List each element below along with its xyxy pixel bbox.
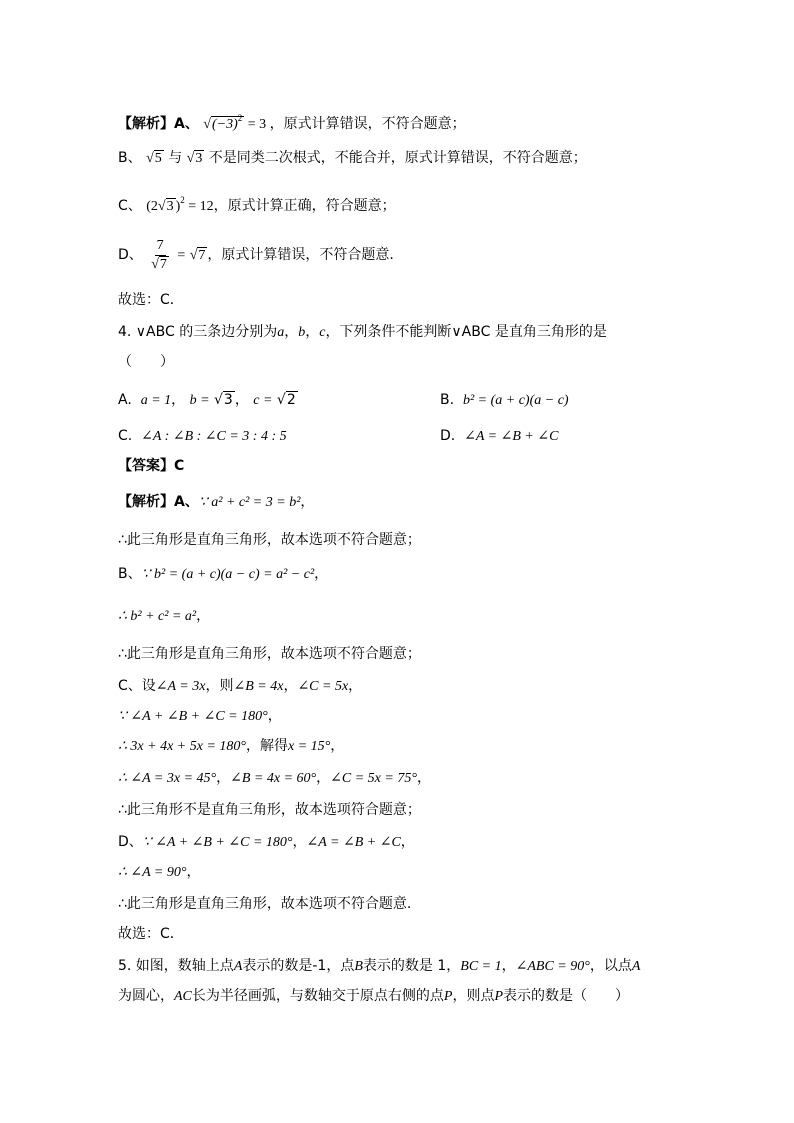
analysis-c: C、设∠A = 3x，则∠B = 4x，∠C = 5x， — [118, 678, 363, 694]
analysis-heading: 【解析】A、 — [118, 116, 199, 132]
option-d: D. ∠A = ∠B + ∠C — [440, 428, 559, 444]
option-b: B. b² = (a + c)(a − c) — [440, 392, 569, 408]
analysis-a: 【解析】A、∵ a² + c² = 3 = b²， — [118, 494, 315, 510]
analysis-line: ∵ ∠A + ∠B + ∠C = 180°， — [118, 708, 282, 724]
question-5-line-1: 5. 如图，数轴上点A表示的数是-1，点B表示的数是 1，BC = 1，∠ABC = 90°，以点A — [118, 958, 641, 974]
analysis-d: D、∵ ∠A + ∠B + ∠C = 180°，∠A = ∠B + ∠C， — [118, 834, 415, 850]
question-5-line-2: 为圆心，AC长为半径画弧，与数轴交于原点右侧的点P，则点P表示的数是（ ） — [118, 988, 630, 1004]
conclusion-line: 故选：C． — [118, 292, 184, 308]
analysis-line: ∴此三角形是直角三角形，故本选项不符合题意. — [118, 896, 412, 912]
sqrt-five: √5 — [146, 151, 162, 166]
solution-a-line — [118, 108, 466, 135]
analysis-line: ∴此三角形是直角三角形，故本选项不符合题意； — [118, 532, 421, 548]
analysis-line: ∴ ∠A = 90°， — [118, 864, 201, 880]
analysis-b: B、∵ b² = (a + c)(a − c) = a² − c²， — [118, 566, 329, 582]
analysis-line: ∴此三角形不是直角三角形，故本选项符合题意； — [118, 802, 421, 818]
option-c: C. ∠A : ∠B : ∠C = 3 : 4 : 5 — [118, 428, 287, 444]
fraction: $\frac{7}{√7}$ — [151, 237, 167, 272]
option-a: A. a = 1， b = √3 ， c = √2 — [118, 392, 296, 408]
solution-c-line: C、 (2√3 )$^2$ = 12，原式计算正确，符合题意； — [118, 195, 396, 214]
question-4-paren: （ ） — [118, 354, 174, 370]
analysis-line: ∴ b² + c² = a²， — [118, 608, 211, 624]
answer-line: 【答案】C — [118, 458, 185, 474]
analysis-line: ∴此三角形是直角三角形，故本选项不符合题意； — [118, 646, 421, 662]
solution-b-line: B、 √5 与 √3 不是同类二次根式，不能合并，原式计算错误，不符合题意； — [118, 150, 587, 166]
solution-d-line: D、 $\frac{7}{√7}$ = √7 ，原式计算错误，不符合题意. — [118, 237, 394, 272]
conclusion-line: 故选：C． — [118, 926, 184, 942]
comment-text: ，原式计算错误，不符合题意； — [269, 116, 466, 132]
analysis-line: ∴ ∠A = 3x = 45°，∠B = 4x = 60°，∠C = 5x = 75°， — [118, 770, 431, 786]
sqrt-expression: $√(-3)^2 = 3$ — [203, 113, 267, 132]
sqrt-seven: √7 — [189, 248, 206, 263]
analysis-line: ∴ 3x + 4x + 5x = 180°，解得x = 15°， — [118, 738, 345, 754]
sqrt-three: √3 — [186, 151, 203, 166]
squared-expression: (2√3 )$^2$ = 12 — [146, 195, 214, 214]
question-4-stem: 4. ∨ABC 的三条边分别为a，b，c，下列条件不能判断∨ABC 是直角三角形的是 — [118, 324, 607, 340]
